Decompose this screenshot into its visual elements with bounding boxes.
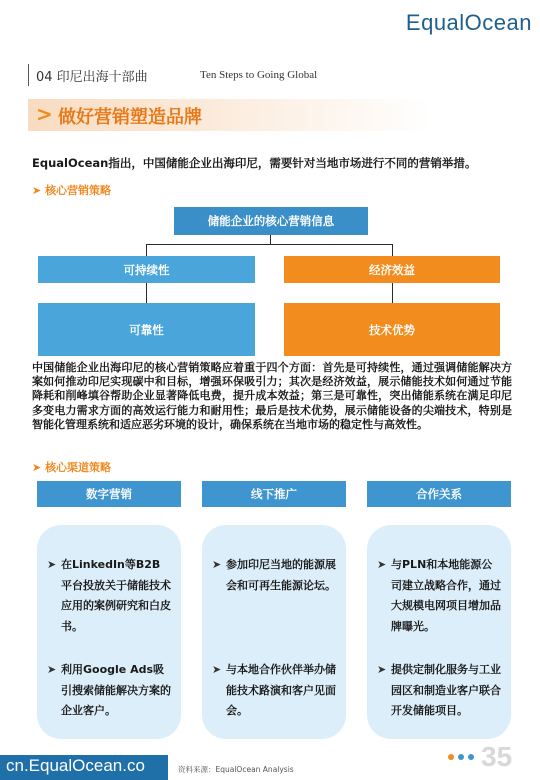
connector-line	[392, 283, 393, 303]
list-item	[377, 555, 501, 637]
intro-text: EqualOcean指出，中国储能企业出海印尼，需要针对当地市场进行不同的营销举措。	[32, 156, 477, 170]
root-node: 储能企业的核心营销信息	[174, 207, 368, 235]
node-sustainability: 可持续性	[38, 256, 255, 283]
list-item	[47, 555, 171, 637]
arrow-bullet-icon: ➤	[47, 558, 57, 571]
dot-icon	[458, 754, 464, 760]
marketing-heading	[32, 182, 111, 198]
list-item-text: 与本地合作伙伴举办储能技术路演和客户见面会。	[226, 663, 336, 717]
arrow-bullet-icon: ➤	[377, 663, 387, 676]
arrow-bullet-icon: ➤	[377, 558, 387, 571]
column-header-digital: 数字营销	[37, 481, 181, 507]
source-note: 资料来源：EqualOcean Analysis	[178, 765, 294, 774]
list-item	[212, 555, 336, 596]
triangle-bullet-icon: ➤	[32, 461, 42, 474]
page-title: 做好营销塑造品牌	[58, 107, 202, 128]
triangle-bullet-icon: ➤	[32, 184, 42, 197]
node-reliability: 可靠性	[38, 303, 255, 356]
channel-heading-label: 核心渠道策略	[45, 461, 112, 474]
list-item-text: 利用Google Ads吸引搜索储能解决方案的企业客户。	[61, 663, 171, 717]
column-header-offline: 线下推广	[202, 481, 346, 507]
marketing-heading-label: 核心营销策略	[45, 184, 112, 197]
arrow-bullet-icon: ➤	[212, 558, 222, 571]
list-item	[47, 660, 171, 722]
connector-line	[146, 244, 392, 245]
dot-icon	[468, 754, 474, 760]
list-item-text: 提供定制化服务与工业园区和制造业客户联合开发储能项目。	[391, 663, 501, 717]
node-economic-benefit: 经济效益	[284, 256, 500, 283]
chevron-right-icon: >	[36, 102, 53, 126]
equalocean-logo: EqualOcean	[405, 10, 532, 35]
list-item	[377, 660, 501, 722]
connector-line	[392, 244, 393, 256]
connector-line	[146, 244, 147, 256]
node-tech-advantage: 技术优势	[284, 303, 500, 356]
strategy-paragraph: 中国储能企业出海印尼的核心营销策略应着重于四个方面：首先是可持续性，通过强调储能解决方案如何推动印尼实现碳中和目标，增强环保吸引力；其次是经济效益，展示储能技术如何通过节能降耗和削峰填谷帮助企业显著降低电费，提升成本效益；第三是可靠性，突出储能系统在满足印尼多变电力需求方面的高效运行能力和耐用性；最后是技术优势，展示储能设备的尖端技术，特别是智能化管理系统和适应恶劣环境的设计，确保系统在当地市场的稳定性与高效性。	[32, 361, 512, 431]
section-title-en: Ten Steps to Going Global	[200, 69, 318, 81]
column-body-offline	[202, 525, 346, 739]
channel-heading	[32, 459, 111, 475]
section-title: 04 印尼出海十部曲	[36, 70, 148, 85]
arrow-bullet-icon: ➤	[47, 663, 57, 676]
dot-icon	[448, 754, 454, 760]
list-item-text: 参加印尼当地的能源展会和可再生能源论坛。	[226, 558, 336, 592]
list-item	[212, 660, 336, 722]
section-divider	[28, 64, 29, 86]
arrow-bullet-icon: ➤	[212, 663, 222, 676]
column-body-digital	[37, 525, 181, 739]
footer-url[interactable]: cn.EqualOcean.co	[6, 756, 145, 775]
list-item-text: 与PLN和本地能源公司建立战略合作，通过大规模电网项目增加品牌曝光。	[391, 558, 501, 633]
page-number: 35	[481, 741, 513, 772]
column-header-partnership: 合作关系	[367, 481, 511, 507]
column-body-partnership	[367, 525, 511, 739]
list-item-text: 在LinkedIn等B2B平台投放关于储能技术应用的案例研究和白皮书。	[61, 558, 171, 633]
connector-line	[146, 283, 147, 303]
